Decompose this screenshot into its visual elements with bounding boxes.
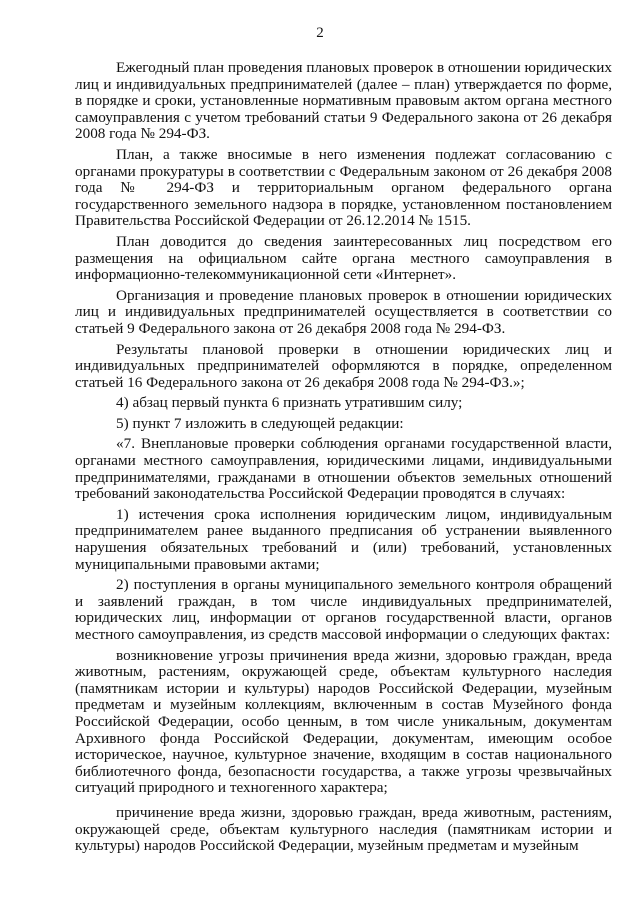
paragraph: Ежегодный план проведения плановых проверок в отношении юридических лиц и индивидуальных предпринимателей (далее – план) утверждается по форме, в порядке и сроки, установленные нормативным правовым актом органа местного самоуправления с учетом требований статьи 9 Федерального закона от 26 декабря 2008 года № 294-ФЗ.	[75, 59, 612, 143]
paragraph: План, а также вносимые в него изменения подлежат согласованию с органами прокуратуры в соответствии с Федеральным законом от 26 декабря 2008 года № 294-ФЗ и территориальным органом федерального органа государственного земельного надзора в порядке, установленном постановлением Правительства Российской Федерации от 26.12.2014 № 1515.	[75, 145, 612, 230]
paragraph: 2) поступления в органы муниципального земельного контроля обращений и заявлений граждан, в том числе индивидуальных предпринимателей, юридических лиц, информации от органов государственной власти, органов местного самоуправления, из средств массовой информации о следующих фактах:	[75, 576, 612, 643]
paragraph: причинение вреда жизни, здоровью граждан, вреда животным, растениям, окружающей среде, объектам культурного наследия (памятникам истории и культуры) народов Российской Федерации, музейным предметам и музейным	[75, 803, 612, 855]
paragraph: возникновение угрозы причинения вреда жизни, здоровью граждан, вреда животным, растениям, окружающей среде, объектам культурного наследия (памятникам истории и культуры) народов Российской Федерации, музейным предметам и музейным коллекциям, включенным в состав Музейного фонда Российской Федерации, особо ценным, в том числе уникальным, документам Архивного фонда Российской Федерации, документам, имеющим особое историческое, научное, культурное значение, входящим в состав национального библиотечного фонда, безопасности государства, а также угрозы чрезвычайных ситуаций природного и техногенного характера;	[75, 646, 612, 797]
paragraph: 4) абзац первый пункта 6 признать утратившим силу;	[116, 394, 463, 412]
page-number: 2	[316, 25, 324, 41]
paragraph: 5) пункт 7 изложить в следующей редакции:	[116, 414, 404, 432]
document-body	[75, 60, 612, 859]
paragraph: Результаты плановой проверки в отношении юридических лиц и индивидуальных предпринимателей оформляются в порядке, определенном статьей 16 Федерального закона от 26 декабря 2008 года № 294-ФЗ.»;	[75, 340, 612, 391]
paragraph: План доводится до сведения заинтересованных лиц посредством его размещения на официальном сайте органа местного самоуправления в информационно-телекоммуникационной сети «Интернет».	[75, 232, 612, 284]
paragraph: «7. Внеплановые проверки соблюдения органами государственной власти, органами местного самоуправления, юридическими лицами, индивидуальными предпринимателями, гражданами в отношении объектов земельных отношений требований законодательства Российской Федерации проводятся в случаях:	[75, 435, 612, 503]
paragraph: Организация и проведение плановых проверок в отношении юридических лиц и индивидуальных предпринимателей осуществляется в соответствии со статьей 9 Федерального закона от 26 декабря 2008 года № 294-ФЗ.	[75, 286, 612, 337]
paragraph: 1) истечения срока исполнения юридическим лицом, индивидуальным предпринимателем ранее выданного предписания об устранении выявленного нарушения обязательных требований и (или) требований, установленных муниципальными правовыми актами;	[75, 505, 612, 573]
